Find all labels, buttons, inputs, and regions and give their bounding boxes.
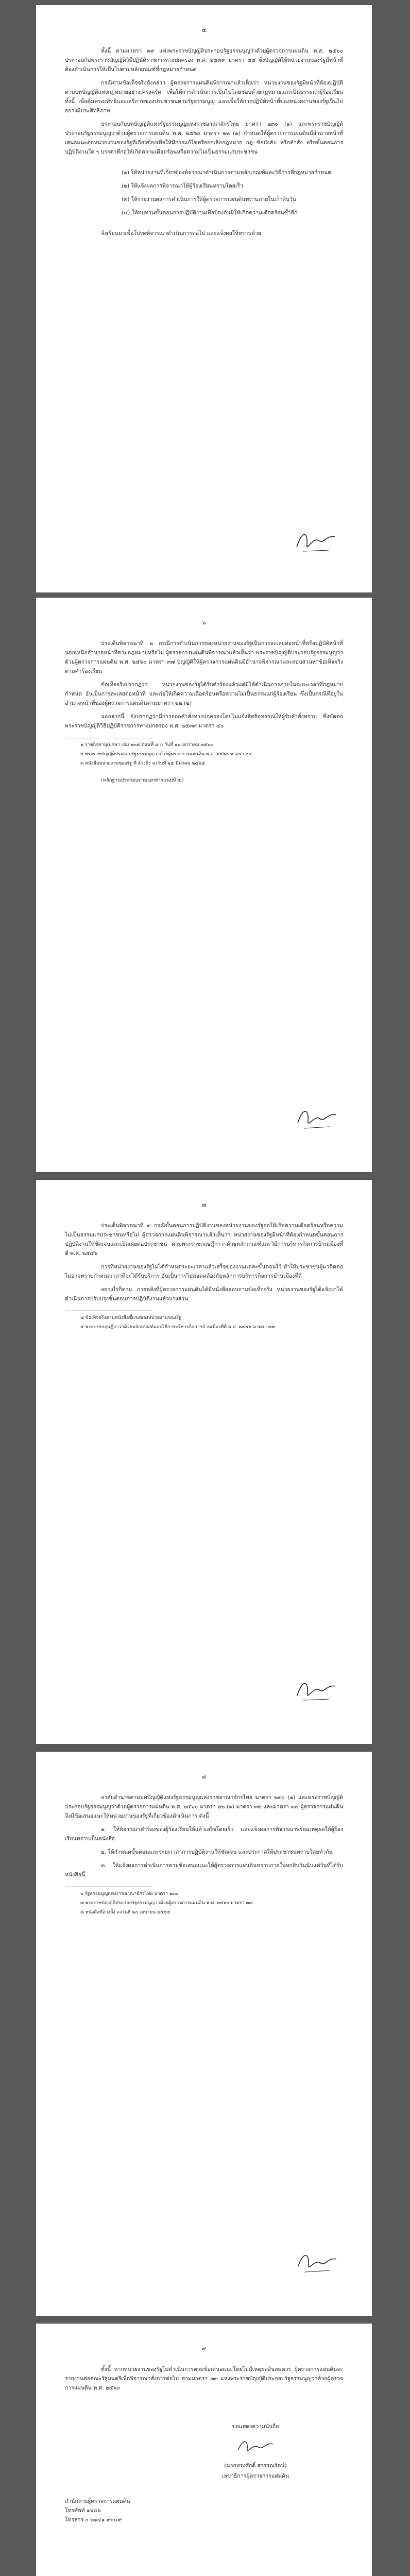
list-item: (๑) ให้หน่วยงานที่เกี่ยวข้องพิจารณาดำเนินการตามหลักเกณฑ์และวิธีการที่กฎหมายกำหนด bbox=[122, 170, 332, 176]
signature-block bbox=[293, 2246, 339, 2277]
signature-block bbox=[293, 1674, 339, 1705]
document-page-1 bbox=[36, 5, 372, 592]
footnote: ๑ ราชกิจจานุเบกษา เล่ม ๑๓๔ ตอนที่ ๘ ก วันที่ ๑๒ มกราคม ๒๕๖๐ bbox=[80, 742, 213, 748]
body-paragraph: ประกอบกับบทบัญญัติแห่งรัฐธรรมนูญแห่งราชอาณาจักรไทย มาตรา ๒๓๐ (๑) และพระราชบัญญัติประกอบรัฐธรรมนูญว่าด้วยผู้ตรวจการแผ่นดิน พ.ศ. ๒๕๖๐ มาตรา ๒๒ (๑) กำหนดให้ผู้ตรวจการแผ่นดินมีอำนาจหน้าที่เสนอแนะต่อหน่วยงานของรัฐที่เกี่ยวข้องเพื่อให้มีการแก้ไขหรือยกเลิกกฎหมาย กฎ ข้อบังคับ หรือคำสั่ง หรือขั้นตอนการปฏิบัติงานใด ๆ บรรดาที่ก่อให้เกิดความเดือดร้อนหรือความไม่เป็นธรรมแก่ประชาชน bbox=[65, 121, 343, 155]
signature-icon bbox=[293, 526, 339, 556]
list-item: (๔) ให้ทบทวนขั้นตอนการปฏิบัติงานเพื่อป้องกันมิให้เกิดความเดือดร้อนซ้ำอีก bbox=[122, 210, 298, 216]
signature-block bbox=[293, 526, 339, 556]
body-paragraph: ประเด็นพิจารณาที่ ๓ กรณีขั้นตอนการปฏิบัติงานของหน่วยงานของรัฐก่อให้เกิดความเดือดร้อนหรือความไม่เป็นธรรมแก่ประชาชนหรือไม่ ผู้ตรวจการแผ่นดินพิจารณาแล้วเห็นว่า หน่วยงานของรัฐมีหน้าที่ต้องกำหนดขั้นตอนการปฏิบัติงานให้ชัดเจนและเปิดเผยต่อประชาชน ตามพระราชกฤษฎีกาว่าด้วยหลักเกณฑ์และวิธีการบริหารกิจการบ้านเมืองที่ดี พ.ศ. ๒๕๔๖ bbox=[65, 1223, 343, 1257]
footnote: ๗ พระราชบัญญัติประกอบรัฐธรรมนูญว่าด้วยผู้ตรวจการแผ่นดิน พ.ศ. ๒๕๖๐ มาตรา ๓๗ bbox=[80, 1901, 253, 1906]
list-item: (๒) ให้แจ้งผลการพิจารณาให้ผู้ร้องเรียนทราบโดยเร็ว bbox=[122, 183, 243, 189]
page-number: ๙ bbox=[201, 2345, 207, 2352]
signature-icon bbox=[235, 2435, 276, 2458]
body-paragraph: อย่างไรก็ตาม ภายหลังที่ผู้ตรวจการแผ่นดินได้มีหนังสือสอบถามข้อเท็จจริง หน่วยงานของรัฐได้แจ้งว่าได้ดำเนินการปรับปรุงขั้นตอนการปฏิบัติงานแล้วบางส่วน bbox=[65, 1286, 343, 1302]
footnote: ๕ พระราชกฤษฎีกาว่าด้วยหลักเกณฑ์และวิธีการบริหารกิจการบ้านเมืองที่ดี พ.ศ. ๒๕๔๖ มาตรา ๓๗ bbox=[80, 1325, 275, 1330]
office-name: สำนักงานผู้ตรวจการแผ่นดิน bbox=[65, 2498, 130, 2504]
document-page-5 bbox=[36, 2324, 372, 2576]
signer-title: เลขาธิการผู้ตรวจการแผ่นดิน bbox=[221, 2473, 289, 2479]
signature-icon bbox=[293, 1674, 339, 1705]
page-number: ๗ bbox=[201, 1201, 207, 1208]
signer-block bbox=[168, 2421, 343, 2481]
body-paragraph: นอกจากนี้ ยังปรากฏว่ามีการออกคำสั่งทางปกครองโดยไม่แจ้งสิทธิอุทธรณ์ให้ผู้รับคำสั่งทราบ ซึ่งขัดต่อพระราชบัญญัติวิธีปฏิบัติราชการทางปกครอง พ.ศ. ๒๕๓๙ มาตรา ๔๐ bbox=[65, 714, 343, 729]
list-item: (๓) ให้รายงานผลการดำเนินการให้ผู้ตรวจการแผ่นดินทราบภายในเก้าสิบวัน bbox=[122, 196, 296, 202]
footnote: ๓ หนังสือหน่วยงานของรัฐ ที่ อ้างถึง ลงวันที่ ๑๕ มีนาคม ๒๕๖๕ bbox=[80, 761, 205, 766]
signer-name: (นายทรงศักดิ์ สุวรรณรัตน์) bbox=[224, 2463, 287, 2469]
body-paragraph: ๒. ให้กำหนดขั้นตอนและระยะเวลาการปฏิบัติงานให้ชัดเจน และประกาศให้ประชาชนทราบโดยทั่วกัน bbox=[101, 1849, 333, 1855]
footnote: ๘ หนังสือที่อ้างถึง ลงวันที่ ๒๐ เมษายน ๒๕๖๕ bbox=[80, 1910, 170, 1915]
footnote: ๖ รัฐธรรมนูญแห่งราชอาณาจักรไทย มาตรา ๒๓๐ bbox=[80, 1891, 179, 1896]
closing-text: จึงเรียนมาเพื่อโปรดพิจารณาดำเนินการต่อไป และแจ้งผลให้ทราบด้วย bbox=[101, 230, 261, 236]
footnote: ๒ พระราชบัญญัติประกอบรัฐธรรมนูญว่าด้วยผู้ตรวจการแผ่นดิน พ.ศ. ๒๕๖๐ มาตรา ๒๒ bbox=[80, 752, 252, 757]
office-phone: โทรศัพท์ ๑๖๗๖ bbox=[65, 2507, 101, 2514]
office-contact bbox=[65, 2497, 343, 2524]
body-paragraph: การที่หน่วยงานของรัฐไม่ได้กำหนดระยะเวลาแล้วเสร็จของงานแต่ละขั้นตอนไว้ ทำให้ประชาชนผู้มาติดต่อไม่อาจทราบกำหนดเวลาที่จะได้รับบริการ อันเป็นการไม่สอดคล้องกับหลักการบริหารกิจการบ้านเมืองที่ดี bbox=[65, 1264, 343, 1279]
closing-salutation: ขอแสดงความนับถือ bbox=[232, 2424, 279, 2430]
body-paragraph: ประเด็นพิจารณาที่ ๒ กรณีการดำเนินการของหน่วยงานของรัฐเป็นการละเลยต่อหน้าที่หรือปฏิบัติหน้าที่นอกเหนืออำนาจหน้าที่ตามกฎหมายหรือไม่ ผู้ตรวจการแผ่นดินพิจารณาแล้วเห็นว่า พระราชบัญญัติประกอบรัฐธรรมนูญว่าด้วยผู้ตรวจการแผ่นดิน พ.ศ. ๒๕๖๐ มาตรา ๓๗ บัญญัติให้ผู้ตรวจการแผ่นดินมีอำนาจพิจารณาและสอบสวนหาข้อเท็จจริงตามคำร้องเรียน bbox=[65, 640, 343, 674]
document-page-2 bbox=[36, 598, 372, 1172]
signature-block bbox=[293, 1103, 339, 1133]
body-paragraph: ทั้งนี้ ตามมาตรา ๓๙ แห่งพระราชบัญญัติประกอบรัฐธรรมนูญว่าด้วยผู้ตรวจการแผ่นดิน พ.ศ. ๒๕๖๐ ประกอบกับพระราชบัญญัติวิธีปฏิบัติราชการทางปกครอง พ.ศ. ๒๕๓๙ มาตรา ๔๔ ซึ่งบัญญัติให้หน่วยงานของรัฐมีหน้าที่ต้องดำเนินการให้เป็นไปตามหลักเกณฑ์ที่กฎหมายกำหนด bbox=[65, 48, 343, 73]
page-number: ๕ bbox=[201, 27, 207, 33]
body-paragraph: อาศัยอำนาจตามบทบัญญัติแห่งรัฐธรรมนูญแห่งราชอาณาจักรไทย มาตรา ๒๓๐ (๑) และพระราชบัญญัติประกอบรัฐธรรมนูญว่าด้วยผู้ตรวจการแผ่นดิน พ.ศ. ๒๕๖๐ มาตรา ๒๒ (๑) มาตรา ๓๒ และมาตรา ๓๗ ผู้ตรวจการแผ่นดินจึงมีข้อเสนอแนะให้หน่วยงานของรัฐที่เกี่ยวข้องดำเนินการ ดังนี้ bbox=[65, 1794, 343, 1819]
page-number: ๘ bbox=[201, 1773, 207, 1780]
signature-icon bbox=[293, 1103, 339, 1133]
page-number: ๖ bbox=[202, 619, 206, 626]
body-paragraph: ข้อเท็จจริงปรากฏว่า หน่วยงานของรัฐได้รับคำร้องแล้วแต่มิได้ดำเนินการภายในระยะเวลาที่กฎหมายกำหนด อันเป็นการละเลยต่อหน้าที่ และก่อให้เกิดความเดือดร้อนหรือความไม่เป็นธรรมแก่ผู้ร้องเรียน ซึ่งเป็นกรณีที่อยู่ในอำนาจหน้าที่ของผู้ตรวจการแผ่นดินตามมาตรา ๒๒ (๒) bbox=[65, 682, 343, 706]
note-text: (หลักฐานประกอบตามเอกสารแนบท้าย) bbox=[101, 777, 184, 783]
body-paragraph: กรณีตามข้อเท็จจริงดังกล่าว ผู้ตรวจการแผ่นดินพิจารณาแล้วเห็นว่า หน่วยงานของรัฐมีหน้าที่ต้องปฏิบัติตามบทบัญญัติแห่งกฎหมายอย่างเคร่งครัด เพื่อให้การดำเนินการเป็นไปโดยชอบด้วยกฎหมายและเป็นธรรมแก่ผู้ร้องเรียน ทั้งนี้ เพื่อคุ้มครองสิทธิและเสรีภาพของประชาชนตามรัฐธรรมนูญ และเพื่อให้การปฏิบัติหน้าที่ของหน่วยงานของรัฐเป็นไปอย่างมีประสิทธิภาพ bbox=[65, 80, 343, 114]
signature-icon bbox=[293, 2246, 339, 2277]
body-paragraph: ๓. ให้แจ้งผลการดำเนินการตามข้อเสนอแนะให้ผู้ตรวจการแผ่นดินทราบภายในหกสิบวันนับแต่วันที่ได้รับหนังสือนี้ bbox=[65, 1862, 343, 1878]
footnote: ๔ ข้อเท็จจริงตามหนังสือชี้แจงของหน่วยงานของรัฐ bbox=[80, 1315, 181, 1320]
body-paragraph: ทั้งนี้ หากหน่วยงานของรัฐไม่ดำเนินการตามข้อเสนอแนะโดยไม่มีเหตุผลอันสมควร ผู้ตรวจการแผ่นดินจะรายงานต่อคณะรัฐมนตรีเพื่อพิจารณาสั่งการต่อไป ตามมาตรา ๓๓ แห่งพระราชบัญญัติประกอบรัฐธรรมนูญว่าด้วยผู้ตรวจการแผ่นดิน พ.ศ. ๒๕๖๐ bbox=[65, 2366, 343, 2391]
document-page-3 bbox=[36, 1180, 372, 1744]
document-page-4 bbox=[36, 1752, 372, 2316]
body-paragraph: ๑. ให้พิจารณาคำร้องของผู้ร้องเรียนให้แล้วเสร็จโดยเร็ว และแจ้งผลการพิจารณาพร้อมเหตุผลให้ผู้ร้องเรียนทราบเป็นหนังสือ bbox=[65, 1826, 343, 1842]
office-fax: โทรสาร ๐ ๒๑๔๑ ๙๐๔๙ bbox=[65, 2517, 122, 2523]
